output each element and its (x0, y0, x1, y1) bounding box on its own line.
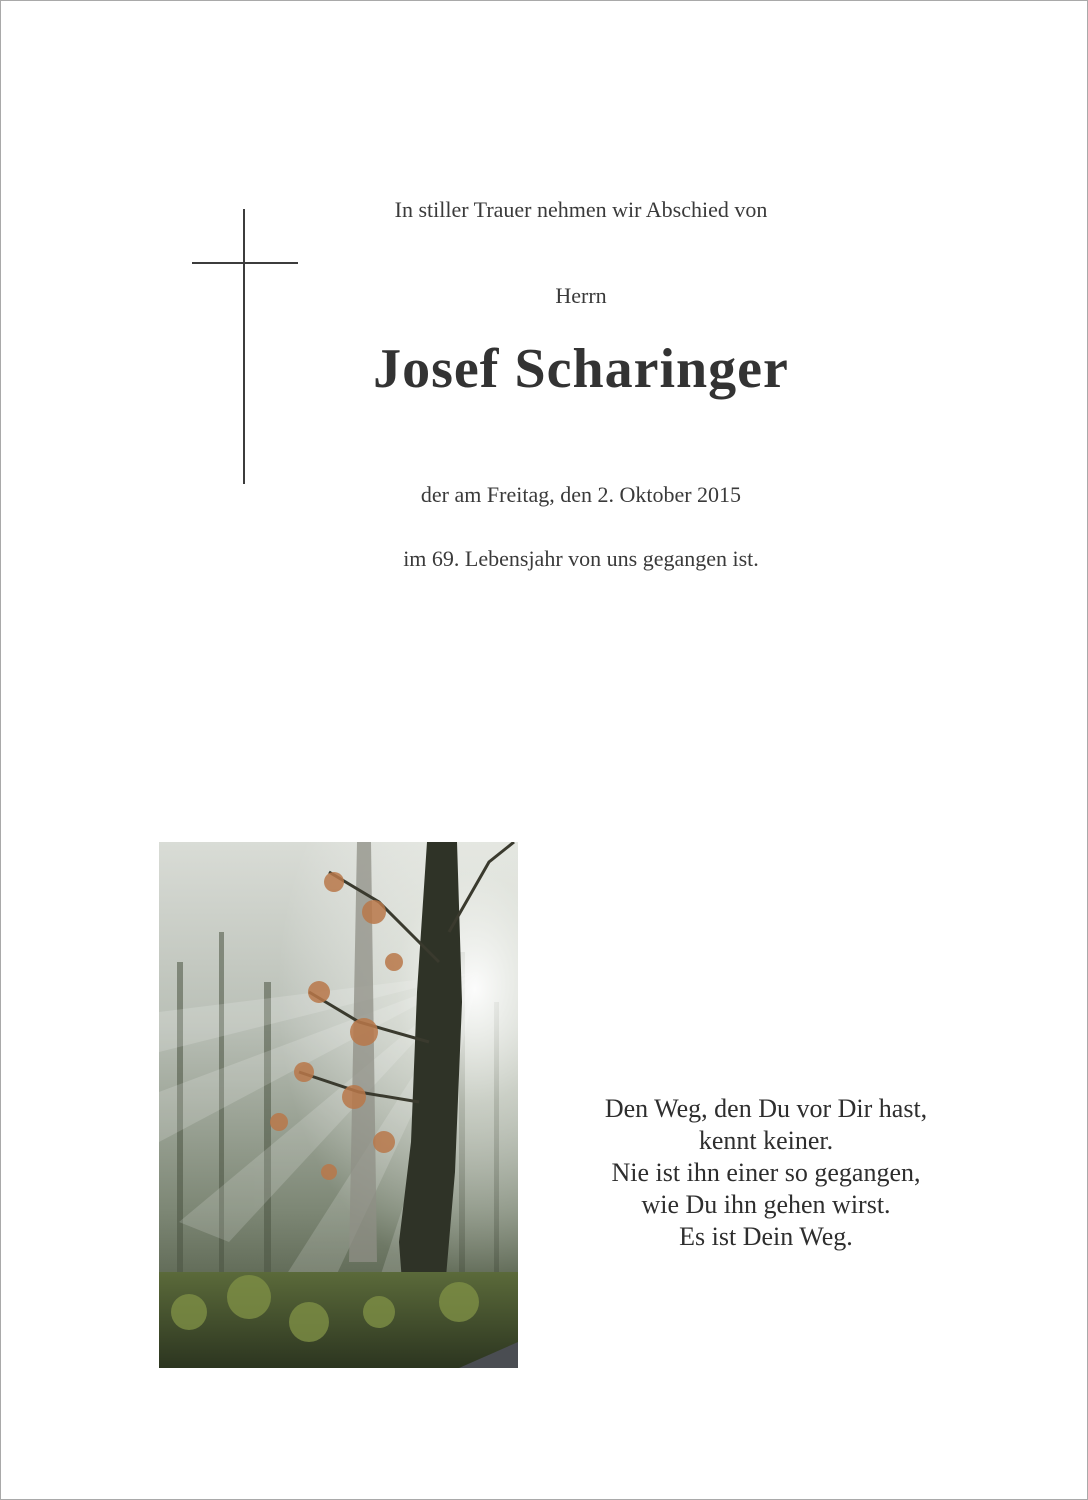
deceased-name: Josef Scharinger (373, 338, 789, 400)
poem-line: Es ist Dein Weg. (679, 1222, 853, 1251)
cross-vertical-bar (243, 209, 245, 484)
poem-line: kennt keiner. (698, 1126, 834, 1155)
poem-line: Den Weg, den Du vor Dir hast, (604, 1094, 928, 1123)
poem-line: Nie ist ihn einer so gegangen, (611, 1158, 921, 1187)
cross-horizontal-bar (192, 262, 298, 264)
forest-photo (159, 842, 518, 1368)
poem-line: wie Du ihn gehen wirst. (641, 1190, 891, 1219)
salutation-text: Herrn (555, 283, 607, 308)
memorial-poem (516, 1093, 1016, 1253)
age-text: im 69. Lebensjahr von uns gegangen ist. (403, 546, 759, 571)
intro-text: In stiller Trauer nehmen wir Abschied von (394, 197, 768, 222)
date-of-death-text: der am Freitag, den 2. Oktober 2015 (420, 482, 742, 507)
